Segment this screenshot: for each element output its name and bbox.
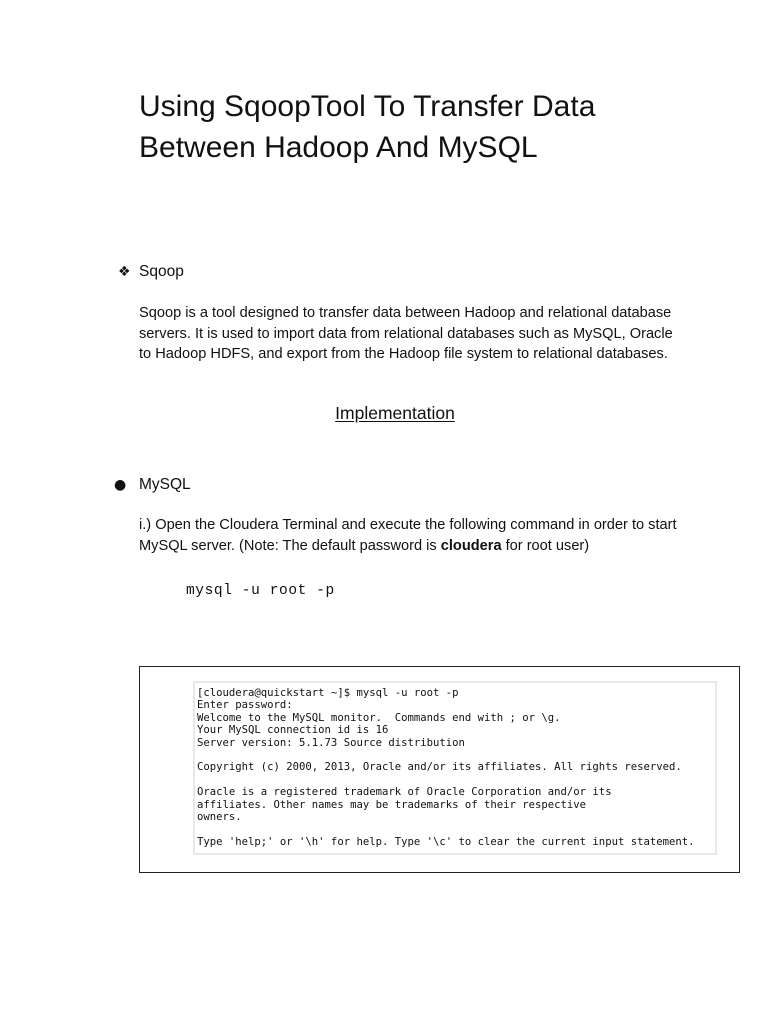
implementation-heading: Implementation bbox=[335, 403, 455, 423]
terminal-screenshot-frame bbox=[139, 666, 740, 873]
diamond-bullet-icon: ❖ bbox=[118, 264, 131, 280]
mysql-command: mysql -u root -p bbox=[186, 583, 335, 599]
terminal-line: Server version: 5.1.73 Source distribution bbox=[197, 736, 465, 749]
terminal-line bbox=[197, 823, 715, 835]
terminal-line: affiliates. Other names may be trademarks of their respective bbox=[197, 798, 587, 811]
mysql-step-1 bbox=[139, 515, 739, 556]
sqoop-description bbox=[139, 303, 739, 365]
mysql-heading: MySQL bbox=[139, 476, 191, 493]
sqoop-description-line: Sqoop is a tool designed to transfer data between Hadoop and relational database bbox=[139, 305, 672, 321]
terminal-line: Type 'help;' or '\h' for help. Type '\c' to clear the current input statement. bbox=[197, 835, 695, 848]
mysql-step-line-2-suffix: for root user) bbox=[501, 537, 590, 554]
terminal-line: Oracle is a registered trademark of Oracle Corporation and/or its bbox=[197, 786, 612, 799]
mysql-step-line-2-prefix: MySQL server. (Note: The default password is bbox=[139, 537, 441, 554]
terminal-screenshot bbox=[193, 681, 717, 855]
title-line-1: Using SqoopTool To Transfer Data bbox=[139, 90, 596, 123]
mysql-step-line-1: i.) Open the Cloudera Terminal and execute the following command in order to start bbox=[139, 517, 677, 533]
terminal-line bbox=[197, 774, 715, 786]
sqoop-description-line: to Hadoop HDFS, and export from the Hadoop file system to relational databases. bbox=[139, 346, 668, 362]
dot-bullet-icon: ● bbox=[114, 477, 127, 493]
terminal-line: Enter password: bbox=[197, 699, 293, 712]
terminal-line: owners. bbox=[197, 810, 242, 823]
default-password: cloudera bbox=[440, 537, 502, 554]
terminal-line bbox=[197, 749, 715, 761]
title-line-2: Between Hadoop And MySQL bbox=[139, 131, 538, 164]
terminal-line: Copyright (c) 2000, 2013, Oracle and/or its affiliates. All rights reserved. bbox=[197, 761, 682, 774]
sqoop-heading: Sqoop bbox=[139, 263, 184, 280]
terminal-line: Welcome to the MySQL monitor. Commands end with ; or \g. bbox=[197, 711, 561, 724]
terminal-line: Your MySQL connection id is 16 bbox=[197, 724, 389, 737]
terminal-line: [cloudera@quickstart ~]$ mysql -u root -p bbox=[197, 687, 459, 699]
sqoop-description-line: servers. It is used to import data from relational databases such as MySQL, Oracle bbox=[139, 325, 673, 342]
document-title bbox=[139, 86, 739, 168]
